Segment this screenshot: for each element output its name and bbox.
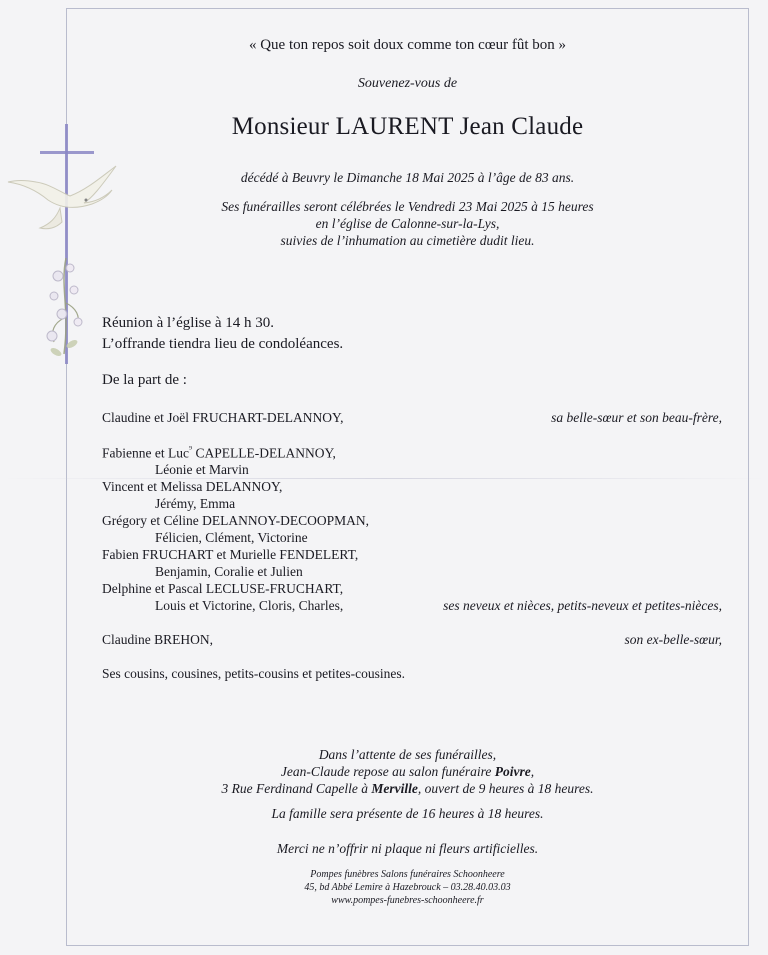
salon-line: Dans l’attente de ses funérailles,: [318, 747, 497, 762]
epitaph-quote: « Que ton repos soit doux comme ton cœur fût bon »: [248, 37, 567, 53]
family-member: Claudine et Joël FRUCHART-DELANNOY,: [102, 410, 344, 425]
de-la-part-heading: De la part de :: [102, 372, 187, 388]
family-children: Louis et Victorine, Cloris, Charles,: [155, 598, 344, 613]
family-member: Delphine et Pascal LECLUSE-FRUCHART,: [102, 581, 344, 596]
family-member: Grégory et Céline DELANNOY-DECOOPMAN,: [102, 513, 369, 528]
funeral-home-footer: [66, 868, 749, 907]
relationship: ses neveux et nièces, petits-neveux et petites-nièces,: [443, 598, 722, 613]
funeral-line: en l’église de Calonne-sur-la-Lys,: [315, 216, 500, 231]
family-children: Benjamin, Coralie et Julien: [155, 564, 303, 579]
flower-branch-icon: [47, 258, 82, 358]
family-children: Félicien, Clément, Victorine: [155, 530, 308, 545]
salon-text: ,: [530, 764, 535, 779]
family-member-name: CAPELLE-DELANNOY,: [192, 445, 336, 461]
funeral-details: [66, 198, 749, 249]
funeral-line: Ses funérailles seront célébrées le Vendredi 23 Mai 2025 à 15 heures: [221, 199, 594, 214]
salon-text: , ouvert de 9 heures à 18 heures.: [417, 781, 594, 796]
family-member-mark: ⁹: [188, 444, 193, 454]
family-member-name: Fabienne et Luc: [102, 445, 189, 461]
footer-website: www.pompes-funebres-schoonheere.fr: [331, 895, 484, 906]
salon-info: [66, 746, 749, 797]
church-meeting: Réunion à l’église à 14 h 30.: [102, 315, 275, 331]
souvenez-vous: Souvenez-vous de: [357, 76, 458, 91]
footer-line: 45, bd Abbé Lemire à Hazebrouck – 03.28.40.03.03: [304, 882, 511, 893]
family-member: Claudine BREHON,: [102, 632, 213, 647]
salon-line: [66, 780, 749, 797]
cousins: Ses cousins, cousines, petits-cousins et petites-cousines.: [102, 666, 405, 681]
offering-note: L’offrande tiendra lieu de condoléances.: [102, 336, 344, 352]
relationship: son ex-belle-sœur,: [624, 632, 722, 647]
family-presence: La famille sera présente de 16 heures à 18 heures.: [271, 806, 544, 821]
family-children: Jérémy, Emma: [155, 496, 236, 511]
family-member: [102, 444, 336, 462]
salon-text: Jean-Claude repose au salon funéraire: [280, 764, 495, 779]
family-member: Fabien FRUCHART et Murielle FENDELERT,: [102, 547, 359, 562]
salon-name: Poivre: [494, 764, 531, 779]
salon-line: [66, 763, 749, 780]
deceased-name: Monsieur LAURENT Jean Claude: [231, 113, 584, 140]
family-member: Vincent et Melissa DELANNOY,: [102, 479, 283, 494]
footer-line: Pompes funèbres Salons funéraires Schoonheere: [310, 869, 505, 880]
funeral-line: suivies de l’inhumation au cimetière dudit lieu.: [280, 233, 535, 248]
salon-city: Merville: [371, 781, 418, 796]
relationship: sa belle-sœur et son beau-frère,: [551, 410, 722, 425]
family-children: Léonie et Marvin: [155, 462, 249, 477]
salon-text: 3 Rue Ferdinand Capelle à: [221, 781, 372, 796]
no-flowers-note: Merci ne n’offrir ni plaque ni fleurs artificielles.: [276, 841, 539, 856]
death-notice: décédé à Beuvry le Dimanche 18 Mai 2025 à l’âge de 83 ans.: [240, 170, 575, 185]
